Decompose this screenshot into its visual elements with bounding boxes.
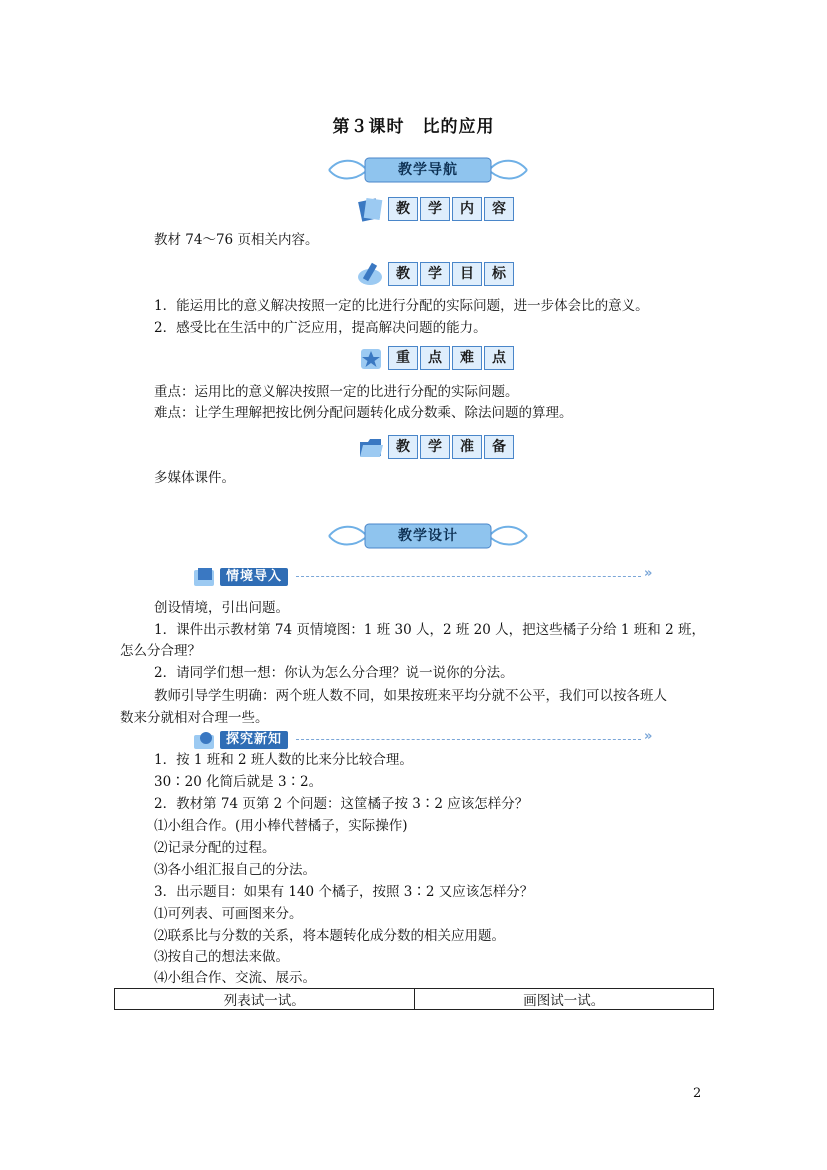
subhead-char: 教 xyxy=(388,197,418,221)
explore-line: ⑶各小组汇报自己的分法。 xyxy=(154,862,316,878)
intro-line: 怎么分合理？ xyxy=(120,643,201,659)
keypoint-line: 难点：让学生理解把按比例分配问题转化成分数乘、除法问题的算理。 xyxy=(154,405,573,421)
banner-label: 教学导航 xyxy=(398,162,458,178)
intro-line: 2．请同学们想一想：你认为怎么分合理？说一说你的分法。 xyxy=(154,665,514,681)
double-arrow-icon: » xyxy=(644,566,653,581)
table-row xyxy=(115,989,714,1010)
subhead-char: 学 xyxy=(420,197,450,221)
prep-text: 多媒体课件。 xyxy=(154,470,235,486)
banner-teaching-design xyxy=(325,518,531,552)
intro-line: 数来分就相对合理一些。 xyxy=(120,710,269,726)
intro-line: 创设情境，引出问题。 xyxy=(154,600,289,616)
divider xyxy=(296,739,641,740)
explore-line: ⑵记录分配的过程。 xyxy=(154,840,276,856)
intro-line: 教师引导学生明确：两个班人数不同，如果按班来平均分就不公平，我们可以按各班人 xyxy=(154,688,667,704)
section-label: 情境导入 xyxy=(220,568,288,586)
subhead-char: 备 xyxy=(484,435,514,459)
subhead-char: 容 xyxy=(484,197,514,221)
folder-icon xyxy=(357,434,385,460)
intro-line: 1．课件出示教材第 74 页情境图：1 班 30 人，2 班 20 人，把这些橘子分给 1 班和 2 班， xyxy=(154,622,705,638)
banner-label: 教学设计 xyxy=(398,528,458,544)
pen-icon xyxy=(357,261,385,287)
goal-line: 1．能运用比的意义解决按照一定的比进行分配的实际问题，进一步体会比的意义。 xyxy=(154,298,649,314)
banner-teaching-nav xyxy=(325,152,531,186)
subhead-char: 点 xyxy=(420,346,450,370)
star-icon xyxy=(357,345,385,371)
subhead-char: 难 xyxy=(452,346,482,370)
subhead-char: 教 xyxy=(388,262,418,286)
section-intro-header xyxy=(192,566,672,588)
method-table xyxy=(114,988,714,1010)
goal-line: 2．感受比在生活中的广泛应用，提高解决问题的能力。 xyxy=(154,320,487,336)
subhead-prep xyxy=(357,432,527,462)
double-arrow-icon: » xyxy=(644,729,653,744)
table-cell-list: 列表试一试。 xyxy=(115,989,415,1010)
explore-line: 1．按 1 班和 2 班人数的比来分比较合理。 xyxy=(154,752,413,768)
section-explore-header xyxy=(192,729,672,751)
explore-line: ⑷小组合作、交流、展示。 xyxy=(154,970,316,986)
subhead-keypoints xyxy=(357,343,527,373)
book-icon xyxy=(357,196,385,222)
subhead-char: 重 xyxy=(388,346,418,370)
subhead-goals xyxy=(357,259,527,289)
section-label: 探究新知 xyxy=(220,731,288,749)
explore-line: 30∶20 化简后就是 3∶2。 xyxy=(154,774,323,790)
page-title: 第３课时 比的应用 xyxy=(332,117,495,137)
explore-line: 3．出示题目：如果有 140 个橘子，按照 3∶2 又应该怎样分？ xyxy=(154,884,534,900)
subhead-char: 内 xyxy=(452,197,482,221)
explore-line: ⑶按自己的想法来做。 xyxy=(154,949,289,965)
divider xyxy=(296,576,641,577)
content-text: 教材 74～76 页相关内容。 xyxy=(154,232,319,248)
subhead-char: 准 xyxy=(452,435,482,459)
explore-line: ⑴小组合作。(用小棒代替橘子，实际操作) xyxy=(154,818,408,834)
subhead-char: 教 xyxy=(388,435,418,459)
explore-line: ⑴可列表、可画图来分。 xyxy=(154,906,303,922)
page-number: 2 xyxy=(693,1086,702,1101)
explore-line: ⑵联系比与分数的关系，将本题转化成分数的相关应用题。 xyxy=(154,928,505,944)
subhead-char: 学 xyxy=(420,262,450,286)
table-cell-draw: 画图试一试。 xyxy=(414,989,714,1010)
subhead-char: 标 xyxy=(484,262,514,286)
subhead-content xyxy=(357,194,527,224)
subhead-char: 点 xyxy=(484,346,514,370)
explore-line: 2．教材第 74 页第 2 个问题：这筐橘子按 3∶2 应该怎样分？ xyxy=(154,796,529,812)
subhead-char: 目 xyxy=(452,262,482,286)
explore-icon xyxy=(192,729,218,751)
scene-icon xyxy=(192,566,218,588)
keypoint-line: 重点：运用比的意义解决按照一定的比进行分配的实际问题。 xyxy=(154,384,519,400)
subhead-char: 学 xyxy=(420,435,450,459)
